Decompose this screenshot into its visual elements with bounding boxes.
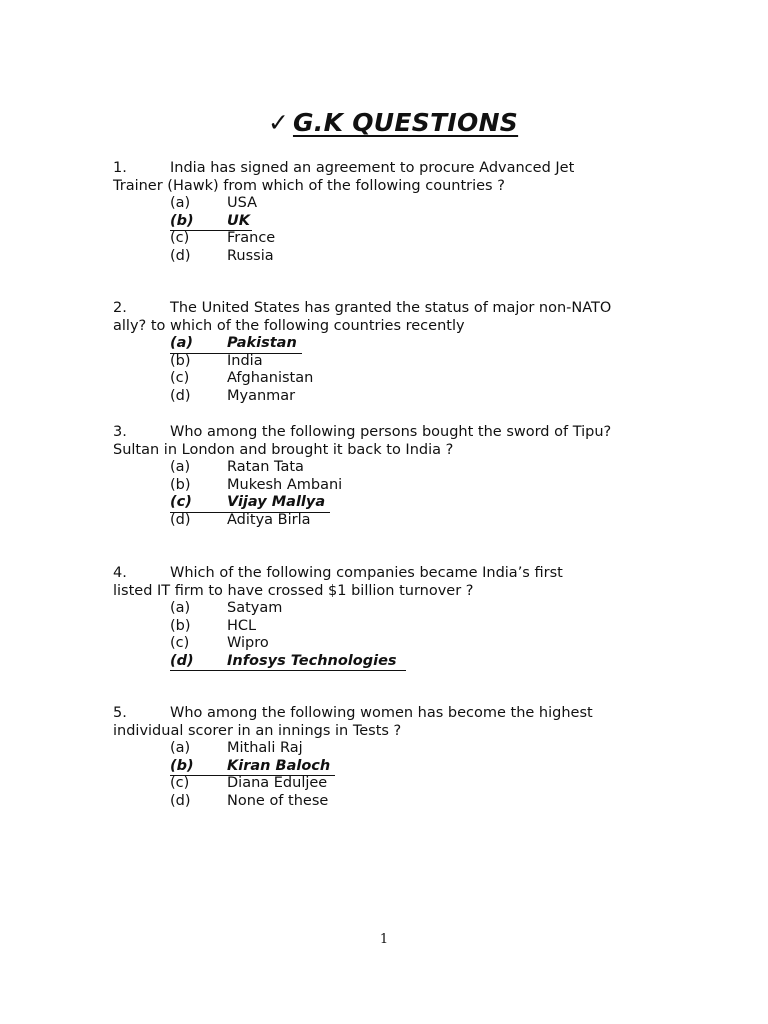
checkmark-icon: ✓ [268, 108, 289, 137]
option-a [113, 740, 653, 758]
option-text: None of these [227, 792, 329, 809]
option-d-correct-answer [113, 653, 653, 671]
question-number: 2. [113, 300, 127, 316]
option-letter: (a) [170, 600, 191, 616]
option-d [113, 248, 653, 266]
question-number: 5. [113, 705, 127, 721]
question-text-line2: ally? to which of the following countries recently [113, 317, 465, 334]
option-text: India [227, 352, 263, 369]
option-text: Kiran Baloch [227, 757, 331, 774]
option-letter: (c) [170, 230, 190, 246]
question-number: 4. [113, 565, 127, 581]
page-title [268, 108, 518, 137]
option-b [113, 618, 653, 636]
option-letter: (c) [170, 494, 192, 510]
option-text: Satyam [227, 600, 283, 616]
option-letter: (d) [170, 387, 191, 404]
option-text: USA [227, 195, 258, 211]
option-text: Mukesh Ambani [227, 476, 343, 493]
option-letter: (b) [170, 476, 191, 493]
option-a [113, 195, 653, 213]
option-letter: (a) [170, 459, 191, 475]
question-5 [113, 705, 653, 810]
question-text-line1: Who among the following women has become the highest [170, 705, 593, 721]
option-letter: (a) [170, 740, 191, 756]
option-letter: (a) [170, 195, 191, 211]
question-4 [113, 565, 653, 670]
question-text-line1: Who among the following persons bought the sword of Tipu? [170, 424, 612, 440]
option-a [113, 459, 653, 477]
option-c [113, 635, 653, 653]
option-letter: (b) [170, 212, 194, 229]
option-letter: (d) [170, 792, 191, 809]
option-text: Aditya Birla [227, 511, 311, 528]
option-text: Afghanistan [227, 370, 314, 386]
option-b [113, 353, 653, 371]
option-text: Diana Eduljee [227, 775, 328, 791]
question-text-line2: listed IT firm to have crossed $1 billion turnover ? [113, 582, 474, 599]
option-text: HCL [227, 617, 257, 634]
option-letter: (b) [170, 757, 194, 774]
question-number: 3. [113, 424, 127, 440]
option-d [113, 793, 653, 811]
option-b-correct-answer [113, 213, 653, 231]
option-d [113, 388, 653, 406]
question-text-line2: Sultan in London and brought it back to India ? [113, 441, 454, 458]
question-2 [113, 300, 653, 405]
option-text: Infosys Technologies [227, 652, 397, 669]
option-c [113, 230, 653, 248]
question-text-line1: The United States has granted the status of major non-NATO [170, 300, 612, 316]
option-letter: (c) [170, 775, 190, 791]
option-d [113, 512, 653, 530]
option-a-correct-answer [113, 335, 653, 353]
question-text-line1: India has signed an agreement to procure Advanced Jet [170, 160, 575, 176]
question-text-line1: Which of the following companies became India’s first [170, 565, 563, 581]
question-3 [113, 424, 653, 529]
page-title-text: G.K QUESTIONS [292, 108, 519, 137]
question-number: 1. [113, 160, 127, 176]
question-text-line2: individual scorer in an innings in Tests ? [113, 722, 402, 739]
option-text: Myanmar [227, 387, 296, 404]
page-number: 1 [379, 932, 389, 947]
option-text: Pakistan [227, 335, 297, 351]
option-a [113, 600, 653, 618]
question-1 [113, 160, 653, 265]
option-letter: (b) [170, 352, 191, 369]
option-text: Ratan Tata [227, 459, 304, 475]
option-text: UK [227, 212, 251, 229]
option-letter: (c) [170, 370, 190, 386]
option-letter: (c) [170, 635, 190, 651]
option-letter: (b) [170, 617, 191, 634]
option-letter: (a) [170, 335, 194, 351]
option-text: Vijay Mallya [227, 494, 326, 510]
option-text: Wipro [227, 635, 269, 651]
option-letter: (d) [170, 247, 191, 264]
option-c [113, 370, 653, 388]
option-text: France [227, 230, 276, 246]
option-c-correct-answer [113, 494, 653, 512]
option-c [113, 775, 653, 793]
option-b [113, 477, 653, 495]
option-letter: (d) [170, 652, 194, 669]
option-b-correct-answer [113, 758, 653, 776]
option-text: Russia [227, 247, 274, 264]
option-text: Mithali Raj [227, 740, 303, 756]
option-letter: (d) [170, 511, 191, 528]
question-text-line2: Trainer (Hawk) from which of the following countries ? [113, 177, 505, 194]
